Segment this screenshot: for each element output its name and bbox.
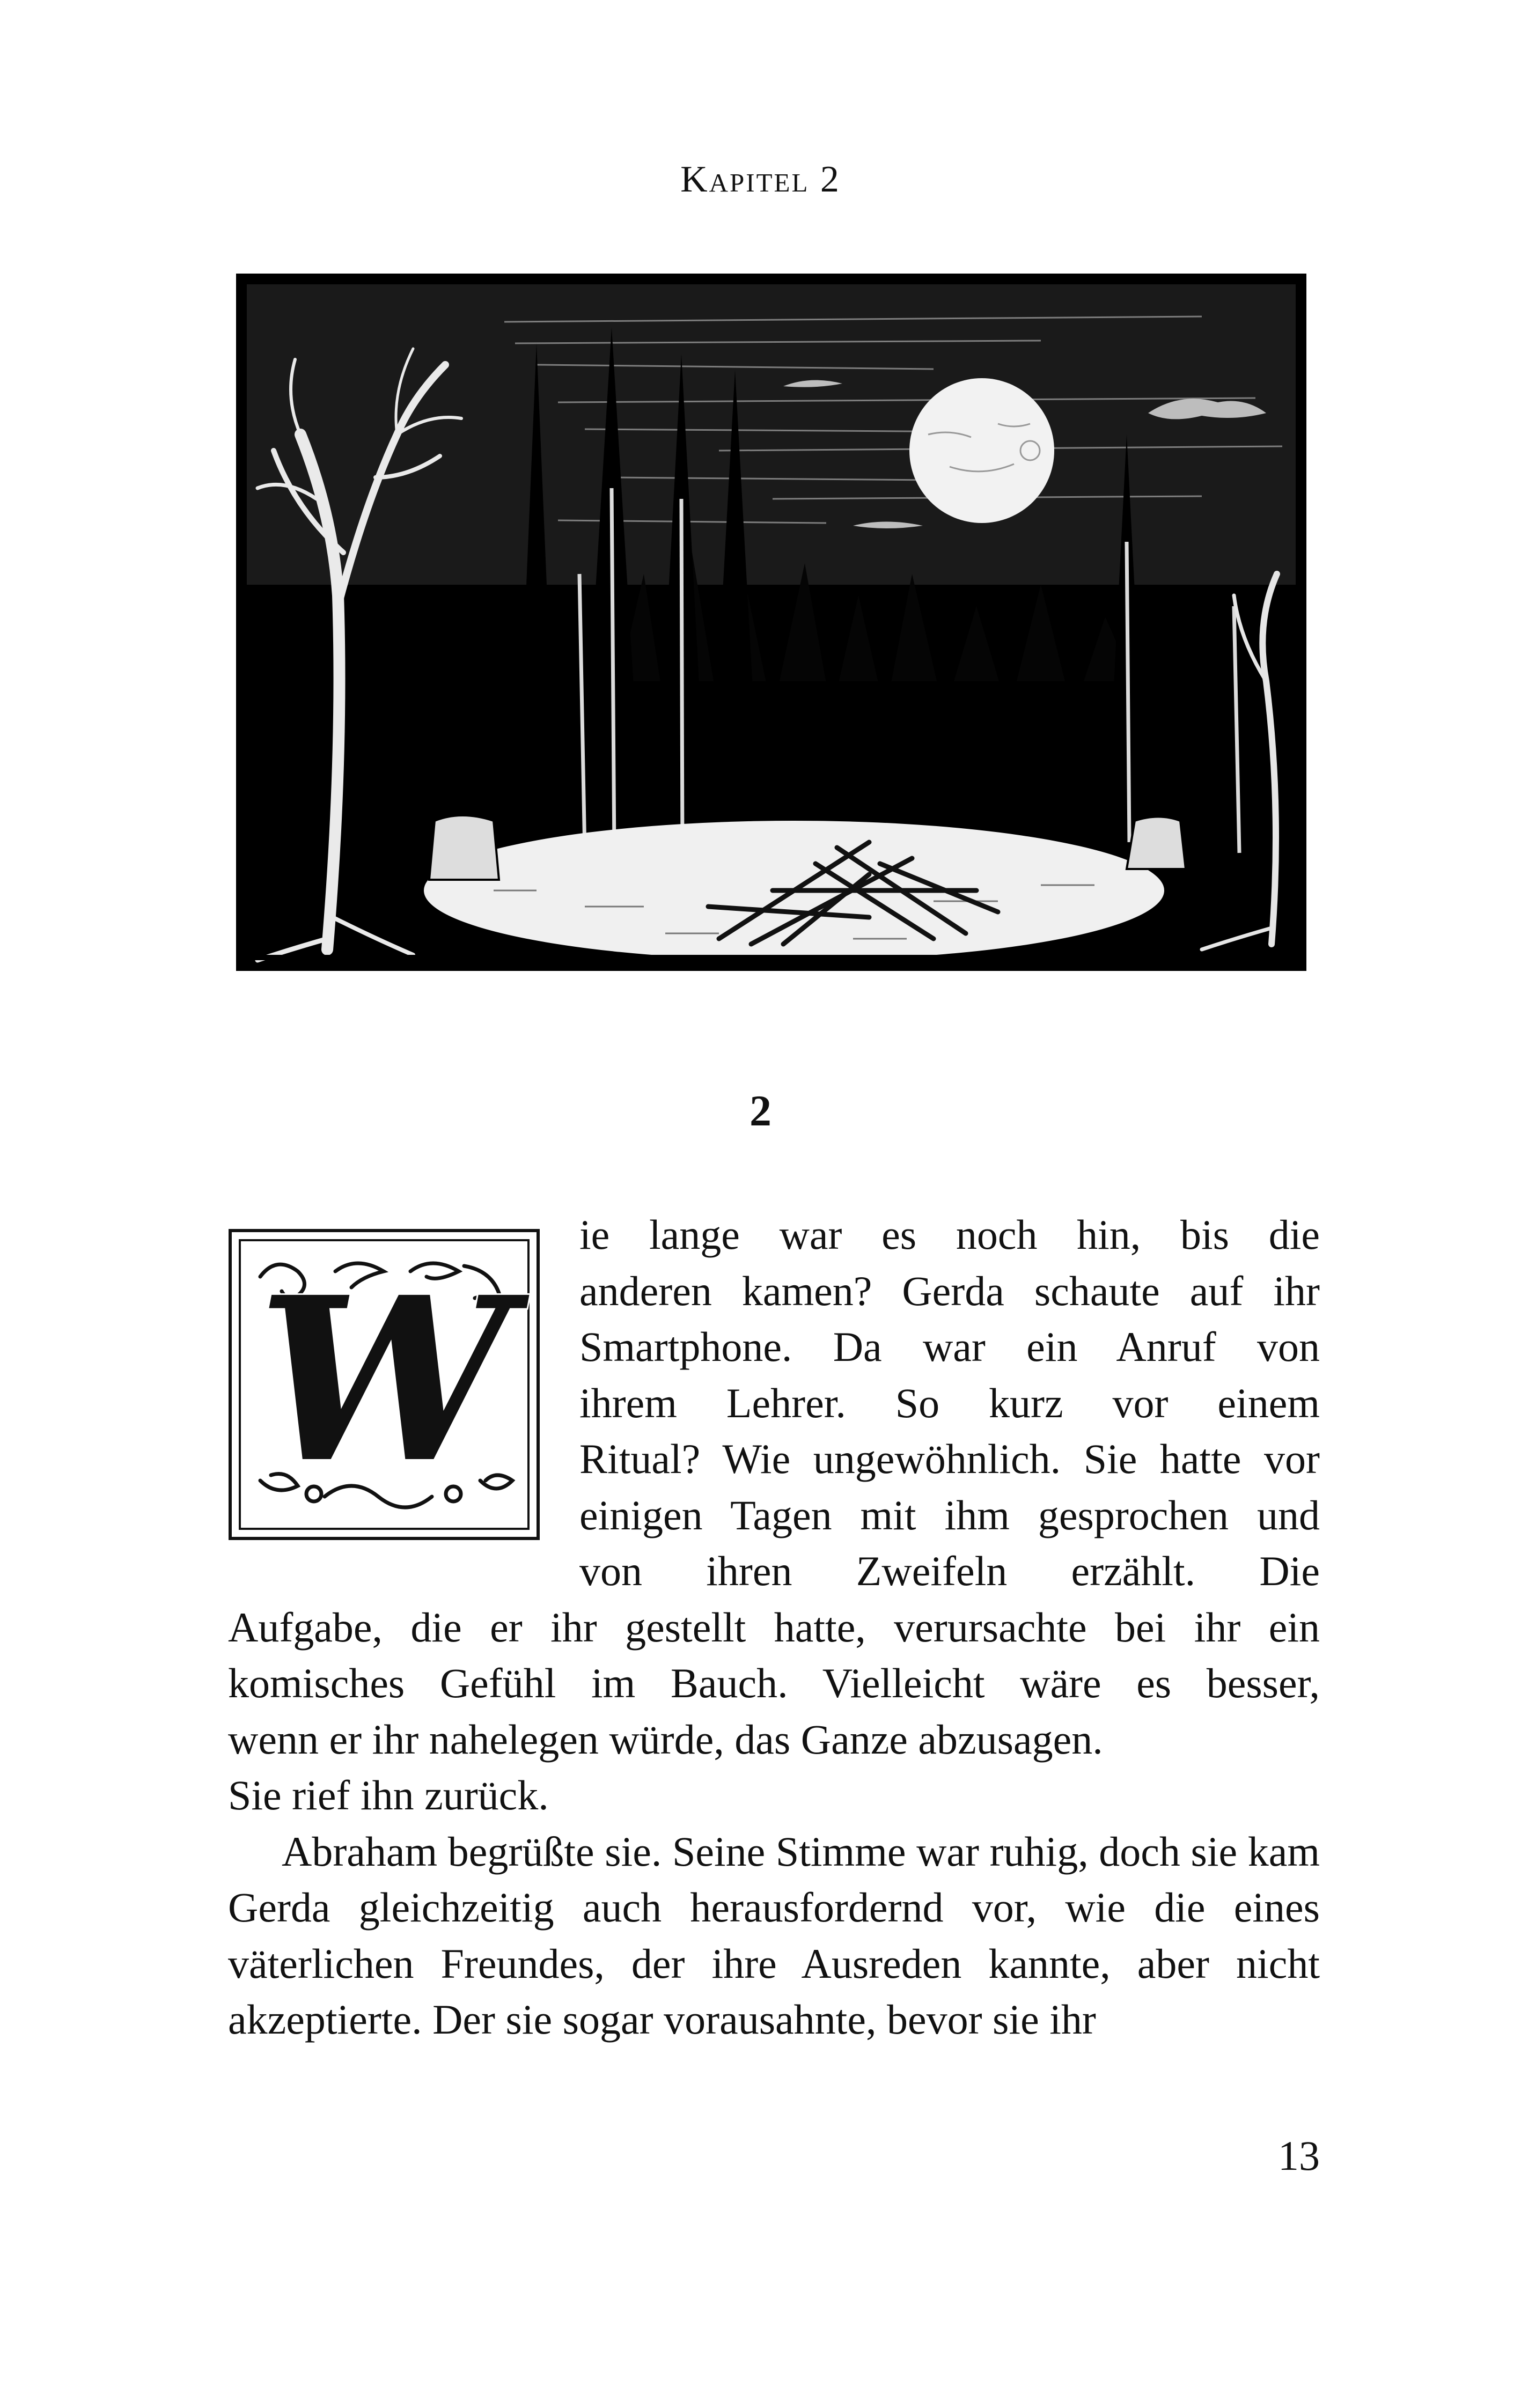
text-line: ie lange war es noch hin, bis die: [579, 1211, 1320, 1258]
running-header: [0, 161, 1521, 198]
text-line: Sie rief ihn zurück.: [228, 1772, 549, 1818]
short-line-paragraph: [228, 1768, 1320, 1824]
text-line: Aufgabe, die er ihr gestellt hatte, verursachte bei ihr ein: [228, 1603, 1320, 1651]
second-paragraph: Abraham begrüßte sie. Seine Stimme war ruhig, doch sie kam Gerda gleichzeitig auch herausfordernd vor, wie die eines väterlichen Freundes, der ihre Ausreden kannte, aber nicht akzeptierte. Der sie sogar vorausahnte, bevor sie ihr: [228, 1828, 1320, 2043]
stump-left: [429, 815, 499, 880]
stump-right: [1127, 817, 1186, 870]
forest-illustration: [236, 274, 1306, 971]
body-text: [228, 1207, 1320, 2048]
text-line: anderen kamen? Gerda schaute auf ihr: [579, 1267, 1320, 1314]
running-title: Kapitel 2: [680, 159, 841, 200]
dropcap-letter: W: [258, 1248, 511, 1513]
first-paragraph: [228, 1207, 1320, 1768]
text-line: Smartphone. Da war ein Anruf von: [579, 1323, 1320, 1370]
moon: [909, 378, 1054, 523]
text-line: ihrem Lehrer. So kurz vor einem: [579, 1379, 1320, 1426]
chapter-number: 2: [750, 1086, 771, 1135]
text-line: von ihren Zweifeln erzählt. Die: [579, 1548, 1320, 1594]
text-line: komisches Gefühl im Bauch. Vielleicht wäre es besser,: [228, 1660, 1320, 1706]
page-number: 13: [1278, 2132, 1320, 2179]
text-line: wenn er ihr nahelegen würde, das Ganze abzusagen.: [228, 1715, 1103, 1763]
text-line: einigen Tagen mit ihm gesprochen und: [579, 1491, 1320, 1538]
text-line: Ritual? Wie ungewöhnlich. Sie hatte vor: [579, 1435, 1320, 1482]
